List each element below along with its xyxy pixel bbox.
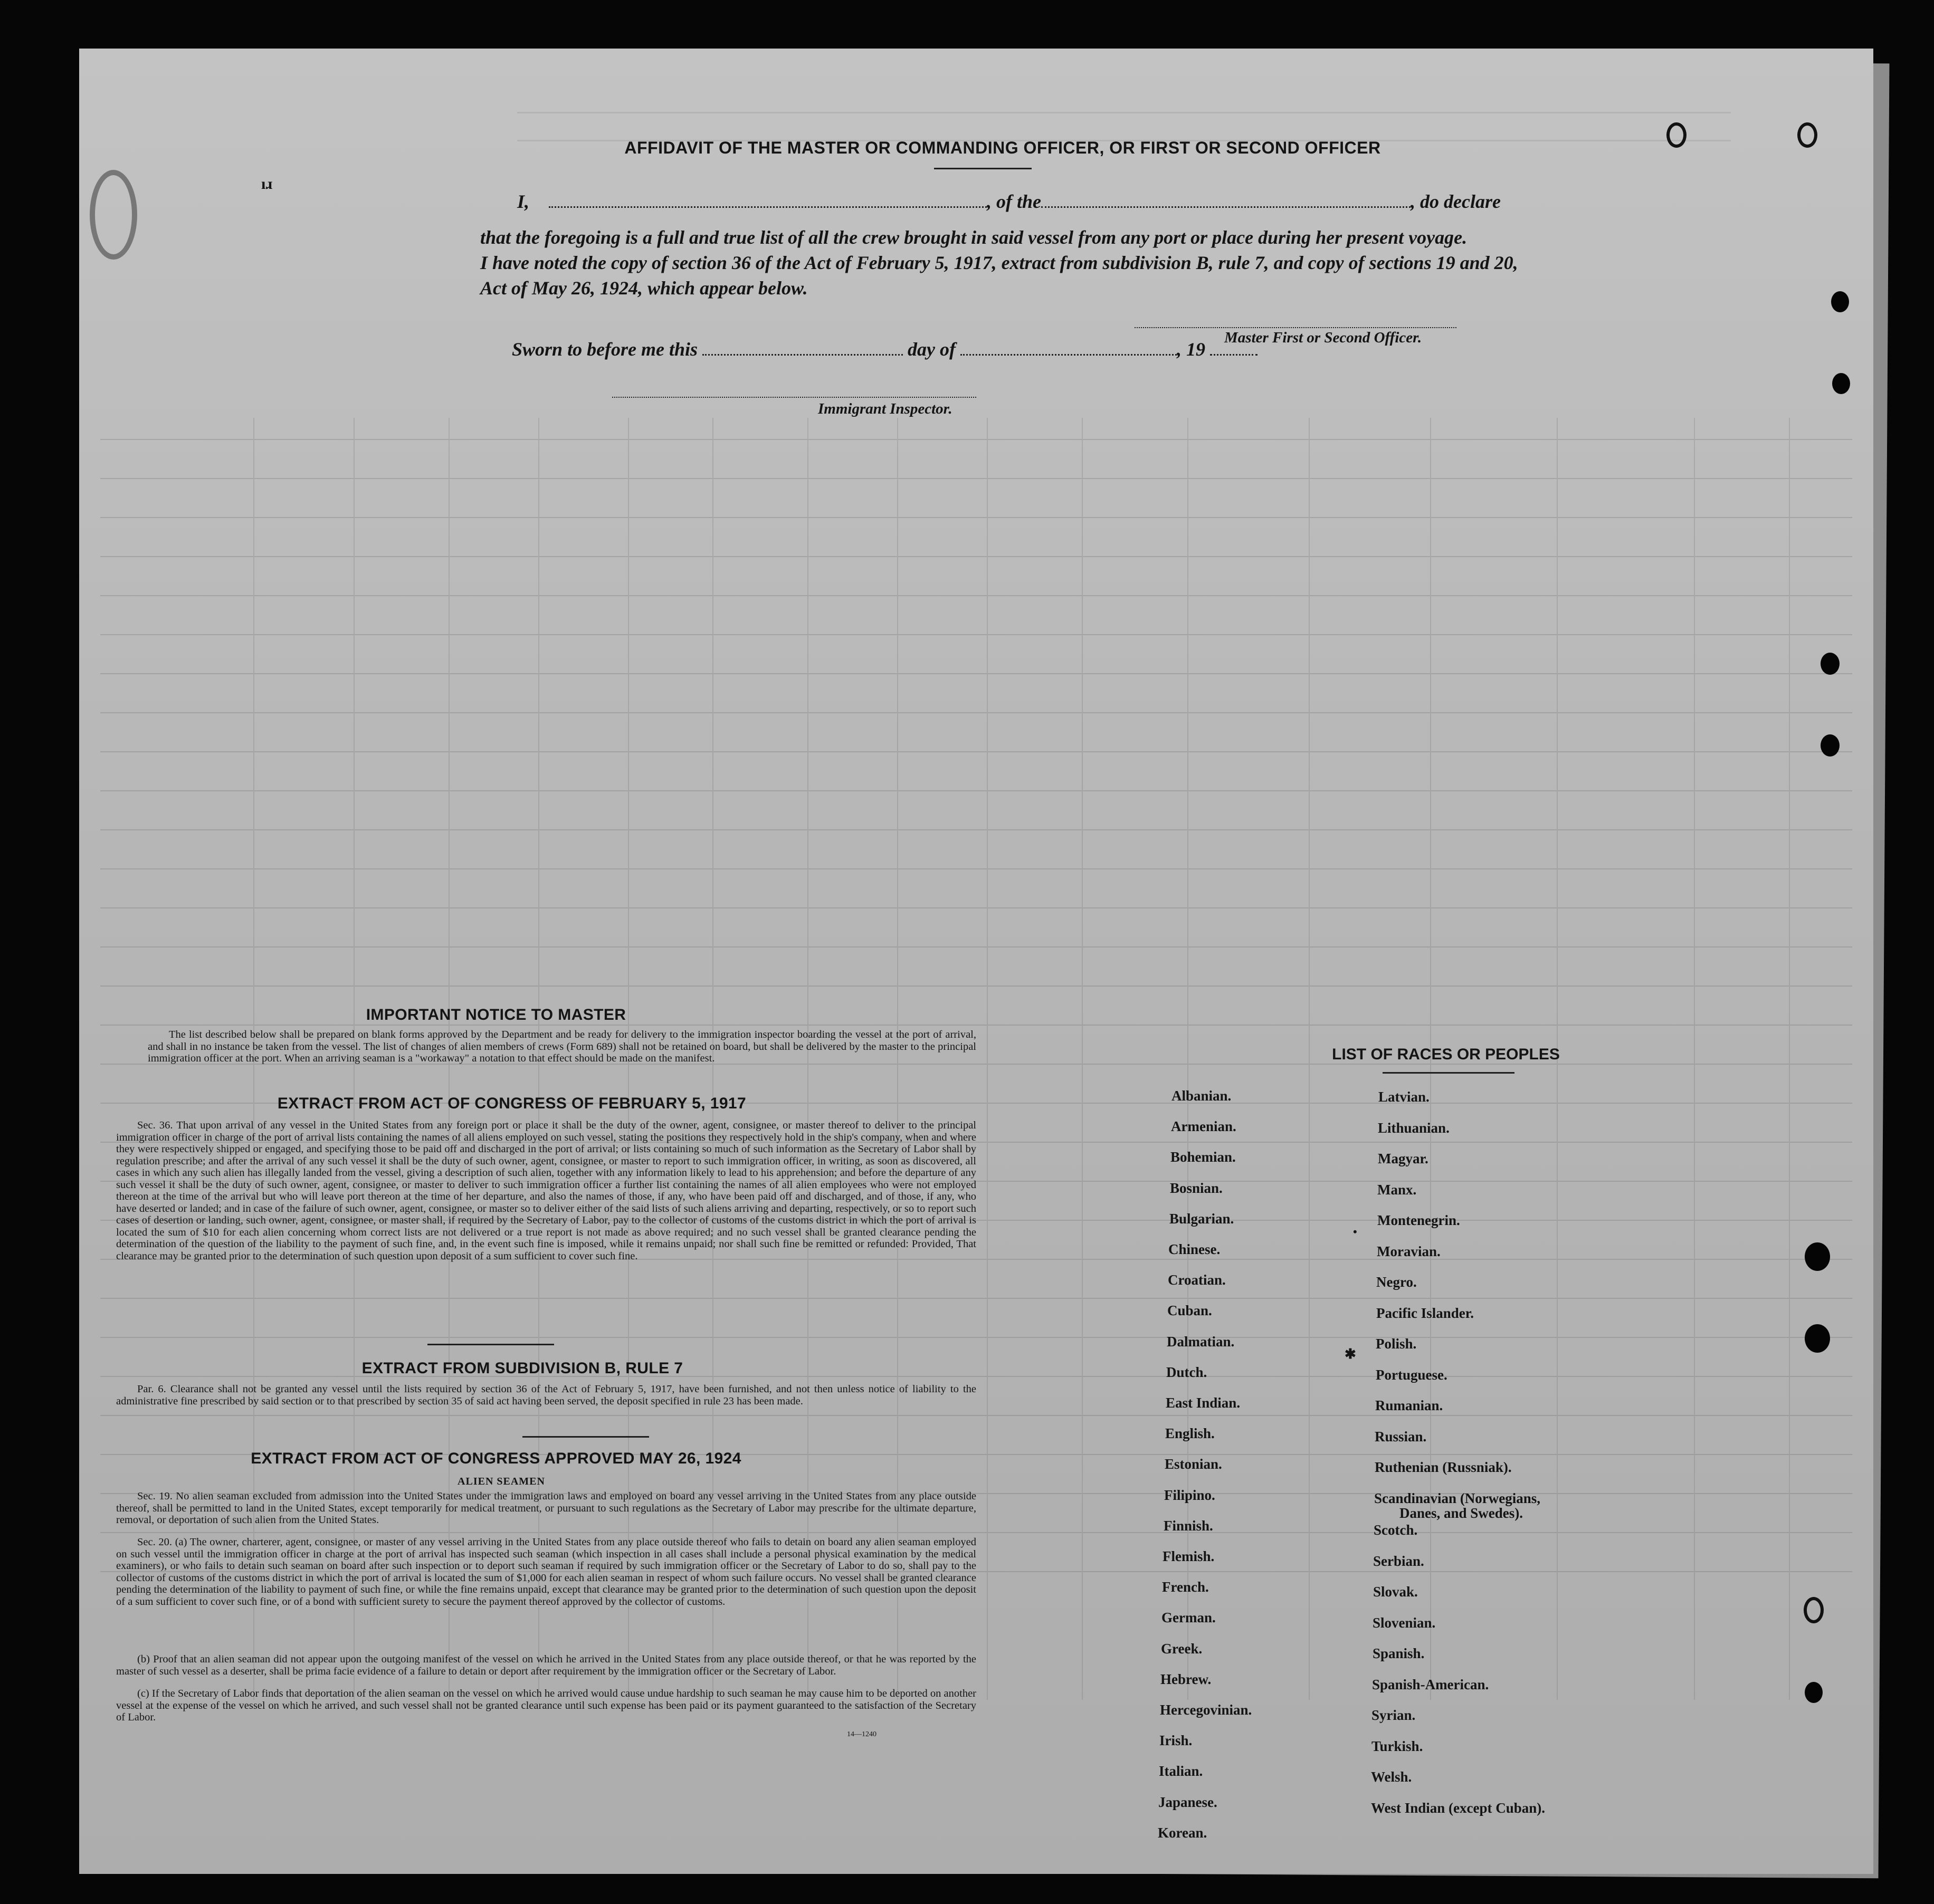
sworn-year-prefix: , 19 [1177, 339, 1206, 360]
bleed-through-row-line [100, 1532, 1852, 1533]
punch-hole [1804, 1597, 1824, 1623]
bleed-through-column-line [987, 418, 988, 1700]
punch-hole [1805, 1682, 1823, 1703]
race-item: Polish. [1376, 1336, 1417, 1352]
bleed-through-column-line [1789, 418, 1790, 1700]
bleed-through-row-line [100, 478, 1852, 479]
race-item: Filipino. [1164, 1487, 1215, 1503]
divider [427, 1344, 554, 1345]
race-item: Bulgarian. [1169, 1210, 1234, 1227]
punch-hole [1831, 291, 1849, 312]
rule7-text: Par. 6. Clearance shall not be granted any vessel until the lists required by section 36 of the Act of February 5, 1917, have been furnished, and not then unless notice of liability to the administrative fine prescribed by said section or to that prescribed by section 35 of said act having been served, the deposit specified in rule 23 has been made. [116, 1383, 976, 1407]
race-item: Slovenian. [1373, 1614, 1436, 1631]
race-item: Greek. [1161, 1640, 1203, 1657]
bleed-through-row-line [100, 986, 1852, 987]
master-signature-label: Master First or Second Officer. [1224, 329, 1422, 346]
race-item: Serbian. [1373, 1553, 1424, 1569]
divider [934, 168, 1032, 169]
bleed-through-row-line [100, 517, 1852, 518]
sworn-day-of: day of [908, 339, 956, 360]
punch-hole [1832, 373, 1850, 394]
race-item: Cuban. [1167, 1303, 1212, 1319]
inspector-label: Immigrant Inspector. [818, 400, 952, 417]
sworn-month-field[interactable] [960, 343, 1177, 356]
race-item: Finnish. [1164, 1517, 1213, 1534]
notice-title: IMPORTANT NOTICE TO MASTER [366, 1006, 626, 1023]
extract-1917-title: EXTRACT FROM ACT OF CONGRESS OF FEBRUARY 5, 1917 [277, 1095, 747, 1112]
punch-hole [1797, 122, 1817, 148]
race-item: Slovak. [1373, 1584, 1418, 1600]
race-item: Danes, and Swedes). [1399, 1505, 1523, 1521]
race-item: Estonian. [1165, 1456, 1222, 1472]
bleed-through-row-line [100, 712, 1852, 713]
race-item: German. [1161, 1610, 1216, 1626]
bleed-through-row-line [100, 1025, 1852, 1026]
rumanian-stray-mark: ✱ [1345, 1346, 1356, 1362]
race-item: Syrian. [1371, 1707, 1416, 1723]
alien-seamen-heading: ALIEN SEAMEN [458, 1476, 545, 1487]
race-item: Bosnian. [1170, 1180, 1223, 1196]
bleed-through-row-line [100, 439, 1852, 440]
inspector-signature-line[interactable] [612, 397, 976, 399]
races-title: LIST OF RACES OR PEOPLES [1332, 1046, 1560, 1063]
punch-hole [1805, 1242, 1830, 1271]
declaration-text-line: I have noted the copy of section 36 of the Act of February 5, 1917, extract from subdivision B, rule 7, and copy of sections 19 and 20, [480, 252, 1518, 273]
bleed-through-row-line [100, 751, 1852, 752]
race-item: East Indian. [1166, 1395, 1241, 1411]
race-item: Chinese. [1168, 1241, 1221, 1257]
affidavit-title: AFFIDAVIT OF THE MASTER OR COMMANDING OFFICER, OR FIRST OR SECOND OFFICER [624, 138, 1381, 157]
ink-smudge [90, 170, 137, 260]
race-item: Rumanian. [1375, 1398, 1443, 1413]
race-item: Spanish-American. [1372, 1676, 1489, 1692]
extract-1917-text: Sec. 36. That upon arrival of any vessel in the United States from any foreign port or place it shall be the duty of the owner, agent, consignee, or master thereof to deliver to the principal immigration officer in charge of the port of arrival lists containing the names of all aliens employed on such vessel, stating the positions they respectively hold in the ship's company, when and where they were respectively shipped or engaged, and specifying those to be paid off and discharged in the port of arrival; or lists containing so much of such information as the Secretary of Labor shall by regulation prescribe; and after the arrival of any such vessel it shall be the duty of such owner, agent, consignee, or master to report to such immigration officer, in writing, as soon as discovered, all cases in which any such alien has illegally landed from the vessel, giving a description of such alien, together with any information likely to lead to his apprehension; and before the departure of any such vessel it shall be the duty of such owner, agent, consignee, or master to deliver to such immigration officer a further list containing the names of all alien employees who were not employed thereon at the time of the arrival but who will leave port thereon at the time of her departure, and also the names of those, if any, who have been paid off and discharged, and of those, if any, who have deserted or landed; and in case of the failure of such owner, agent, consignee, or master so to deliver either of the said lists of such aliens arriving and departing, respectively, or so to report such cases of desertion or landing, such owner, agent, consignee, or master shall, if required by the Secretary of Labor, pay to the collector of customs of the customs district in which the port of arrival is located the sum of $10 for each alien concerning whom correct lists are not delivered or a true report is not made as above required; and no such vessel shall be granted clearance pending the determination of the question of the liability to the payment of such fine, and, in the event such fine is imposed, while it remains unpaid; nor shall such fine be remitted or refunded: Provided, That clearance may be granted prior to the determination of such question upon deposit of a sum sufficient to cover such fine. [116, 1120, 976, 1262]
race-item: Armenian. [1171, 1118, 1236, 1135]
sec20b-text: (b) Proof that an alien seaman did not appear upon the outgoing manifest of the vessel on which he arrived in the United States from any place outside thereof, or that he was reported by the master of such vessel as a deserter, shall be prima facie evidence of a failure to detain or deport after requirement by the immigration officer or the Secretary of Labor. [116, 1653, 976, 1677]
race-item: Manx. [1377, 1181, 1417, 1198]
sec19-text: Sec. 19. No alien seaman excluded from admission into the United States under the immigration laws and employed on board any vessel arriving in the United States from any place outside thereof, shall be permitted to land in the United States, except temporarily for medical treatment, or pursuant to such regulations as the Secretary of Labor may prescribe for the ultimate departure, removal, or deportation of such alien from the United States. [116, 1490, 976, 1526]
race-item: Japanese. [1158, 1794, 1217, 1810]
punch-hole [1805, 1324, 1830, 1353]
rule7-title: EXTRACT FROM SUBDIVISION B, RULE 7 [361, 1360, 683, 1377]
declaration-text-line: that the foregoing is a full and true list of all the crew brought in said vessel from any port or place during her present voyage. [480, 227, 1468, 248]
bleed-through-title-band [517, 112, 1731, 141]
bleed-through-row-line [100, 1298, 1852, 1299]
race-item: Spanish. [1373, 1645, 1425, 1661]
race-item: Croatian. [1168, 1272, 1226, 1288]
bleed-through-row-line [100, 634, 1852, 635]
race-item: Flemish. [1163, 1548, 1215, 1564]
sworn-line [512, 339, 1257, 360]
declaration-i: I, [517, 191, 530, 212]
race-item: West Indian (except Cuban). [1371, 1800, 1546, 1816]
race-item: Turkish. [1371, 1738, 1423, 1754]
race-item: Negro. [1376, 1274, 1417, 1290]
race-item: Italian. [1159, 1763, 1203, 1779]
negro-stray-mark: • [1353, 1225, 1357, 1238]
declarant-name-field[interactable] [549, 196, 987, 208]
bleed-through-column-line [1082, 418, 1083, 1700]
race-item: Lithuanian. [1378, 1120, 1450, 1136]
race-item: Dutch. [1166, 1364, 1207, 1380]
race-item: Scandinavian (Norwegians, [1374, 1490, 1541, 1506]
declaration-text-line: Act of May 26, 1924, which appear below. [480, 278, 808, 299]
bleed-through-row-line [100, 1415, 1852, 1416]
sworn-day-field[interactable] [702, 343, 903, 356]
form-number: 14—1240 [847, 1730, 877, 1738]
sworn-prefix: Sworn to before me this [512, 339, 698, 360]
race-item: Korean. [1158, 1824, 1207, 1841]
punch-hole [1666, 122, 1687, 148]
divider [522, 1436, 649, 1438]
race-item: Bohemian. [1170, 1149, 1236, 1165]
bleed-through-row-line [100, 790, 1852, 791]
bleed-through-row-line [100, 907, 1852, 908]
race-item: Dalmatian. [1167, 1333, 1235, 1350]
bleed-through-row-line [100, 868, 1852, 869]
divider [1383, 1072, 1514, 1074]
punch-hole [1821, 734, 1840, 757]
race-item: Portuguese. [1376, 1366, 1447, 1383]
stray-ink-mark: ıɹ [261, 175, 273, 193]
notice-text: The list described below shall be prepared on blank forms approved by the Department and be ready for delivery to the immigration inspector boarding the vessel at the port of arrival, and shall in no instance be taken from the vessel. The list of changes of alien members of crews (Form 689) shall not be retained on board, but shall be delivered by the master to the principal immigration officer at the port. When an arriving seaman is a "workaway" a notation to that effect should be made on the manifest. [148, 1029, 976, 1064]
race-item: Albanian. [1171, 1088, 1232, 1104]
bleed-through-row-line [100, 1337, 1852, 1338]
race-item: English. [1165, 1425, 1215, 1442]
race-item: Hebrew. [1160, 1671, 1212, 1687]
race-item: Welsh. [1371, 1769, 1412, 1785]
race-item: Moravian. [1377, 1243, 1441, 1259]
race-item: Russian. [1375, 1428, 1427, 1444]
declaration-line [517, 191, 1501, 212]
declaration-declare: , do declare [1411, 191, 1501, 212]
bleed-through-column-line [1694, 418, 1695, 1700]
race-item: Magyar. [1378, 1151, 1428, 1166]
bleed-through-row-line [100, 829, 1852, 830]
declaration-of-the: , of the [987, 191, 1041, 212]
extract-1924-title: EXTRACT FROM ACT OF CONGRESS APPROVED MAY 26, 1924 [251, 1450, 741, 1467]
race-item: Pacific Islander. [1376, 1305, 1474, 1321]
race-item: Irish. [1159, 1733, 1193, 1749]
bleed-through-row-line [100, 595, 1852, 596]
vessel-name-field[interactable] [1041, 196, 1411, 208]
bleed-through-column-line [1187, 418, 1188, 1700]
race-item: Latvian. [1378, 1089, 1430, 1105]
race-item: Montenegrin. [1377, 1212, 1460, 1228]
bleed-through-row-line [100, 946, 1852, 948]
sworn-year-field[interactable] [1210, 343, 1257, 356]
race-item: Scotch. [1374, 1522, 1418, 1538]
race-item: Ruthenian (Russniak). [1375, 1459, 1512, 1475]
bleed-through-row-line [100, 556, 1852, 557]
punch-hole [1821, 653, 1840, 675]
sec20a-text: Sec. 20. (a) The owner, charterer, agent, consignee, or master of any vessel arriving in the United States from any place outside thereof who fails to detain on board any alien seaman employed on such vessel until the immigration officer in charge at the port of arrival has inspected such seaman (which inspection in all cases shall include a personal physical examination by the medical examiners), or who fails to detain such seaman on board after such inspection or to deport such seaman if required by such immigration officer or the Secretary of Labor to do so, shall pay to the collector of customs of the customs district in which the port of arrival is located the sum of $1,000 for each alien seaman in respect of whom such failure occurs. No vessel shall be granted clearance pending the determination of the liability to payment of such fine, or while the fine remains unpaid, except that clearance may be granted prior to the determination of such question upon the deposit of a sum sufficient to cover such fine, or of a bond with sufficient surety to secure the payment thereof approved by the collector of customs. [116, 1536, 976, 1608]
race-item: Hercegovinian. [1160, 1702, 1252, 1718]
sec20c-text: (c) If the Secretary of Labor finds that deportation of the alien seaman on the vessel on which he arrived would cause undue hardship to such seaman he may cause him to be deported on another vessel at the expense of the vessel on which he arrived, and such vessel shall not be granted clearance until such expense has been paid or its payment guaranteed to the satisfaction of the Secretary of Labor. [116, 1688, 976, 1723]
race-item: French. [1162, 1579, 1209, 1595]
bleed-through-row-line [100, 673, 1852, 674]
manifest-page [79, 49, 1873, 1874]
